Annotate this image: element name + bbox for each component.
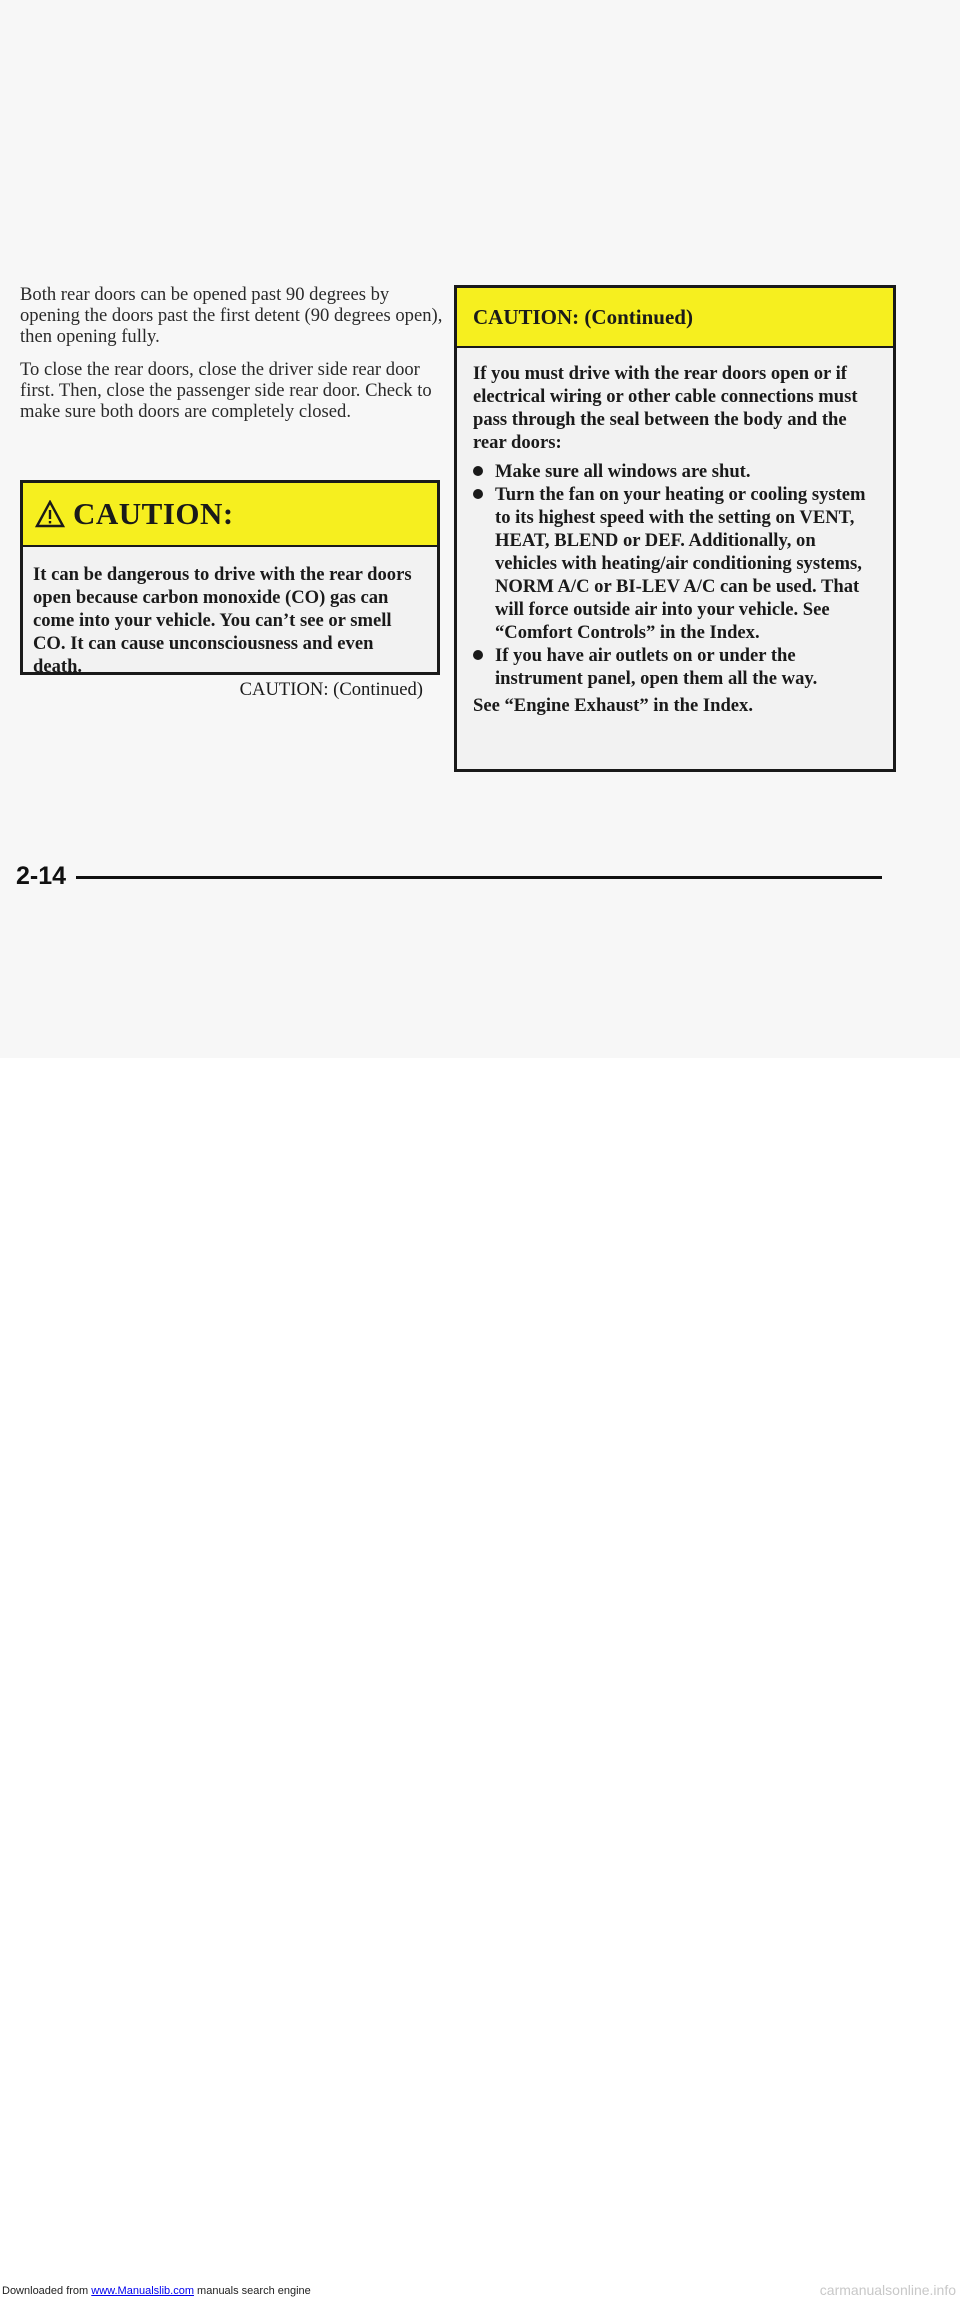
caution-text: It can be dangerous to drive with the rear doors open because carbon monoxide (CO) gas can come into your vehicle. You can’t see or smell CO. It can cause unconsciousness and even death. <box>33 564 412 677</box>
list-item <box>473 644 877 690</box>
caution-box-right <box>454 285 896 772</box>
paragraph-rear-doors-close: To close the rear doors, close the driver side rear door first. Then, close the passenger side rear door. Check to make sure both doors are completely closed. <box>20 359 432 422</box>
caution-body-continued <box>457 348 893 717</box>
bullet-text: Turn the fan on your heating or cooling system to its highest speed with the setting on VENT, HEAT, BLEND or DEF. Additionally, on vehicles with heating/air conditioning systems, NORM A/C or BI-LEV A/C can be used. That will force outside air into your vehicle. See “Comfort Controls” in the Index. <box>495 484 866 643</box>
bullet-text: If you have air outlets on or under the instrument panel, open them all the way. <box>495 645 818 689</box>
caution-continued-label: CAUTION: (Continued) <box>239 679 423 700</box>
download-bar <box>0 1058 960 2298</box>
download-suffix: manuals search engine <box>193 2285 311 2297</box>
caution-box-left <box>20 480 440 700</box>
manualslib-link[interactable]: www.Manualslib.com <box>91 2285 194 2297</box>
watermark: carmanualsonline.info <box>819 2282 956 2298</box>
caution-body <box>23 547 437 701</box>
footer-rule <box>76 876 882 879</box>
manual-page <box>0 0 960 1058</box>
paragraph-rear-doors-open: Both rear doors can be opened past 90 degrees by opening the doors past the first detent (90 degrees open), then opening fully. <box>20 284 443 347</box>
caution-bullet-list <box>473 460 877 690</box>
caution-header-continued <box>457 288 893 348</box>
bullet-dot-icon <box>473 466 483 476</box>
list-item <box>473 460 877 483</box>
see-index-reference: See “Engine Exhaust” in the Index. <box>473 695 753 716</box>
left-column <box>20 284 448 434</box>
bullet-text: Make sure all windows are shut. <box>495 461 751 482</box>
caution-header <box>23 483 437 547</box>
bullet-dot-icon <box>473 489 483 499</box>
caution-intro: If you must drive with the rear doors open or if electrical wiring or other cable connections must pass through the seal between the body and the rear doors: <box>473 363 858 453</box>
warning-triangle-icon <box>35 500 65 528</box>
list-item <box>473 483 877 644</box>
bullet-dot-icon <box>473 650 483 660</box>
caution-title: CAUTION: <box>73 496 234 531</box>
caution-title-continued: CAUTION: (Continued) <box>473 304 693 329</box>
download-prefix: Downloaded from <box>2 2285 92 2297</box>
download-notice <box>2 2285 311 2297</box>
page-number: 2-14 <box>16 862 67 890</box>
